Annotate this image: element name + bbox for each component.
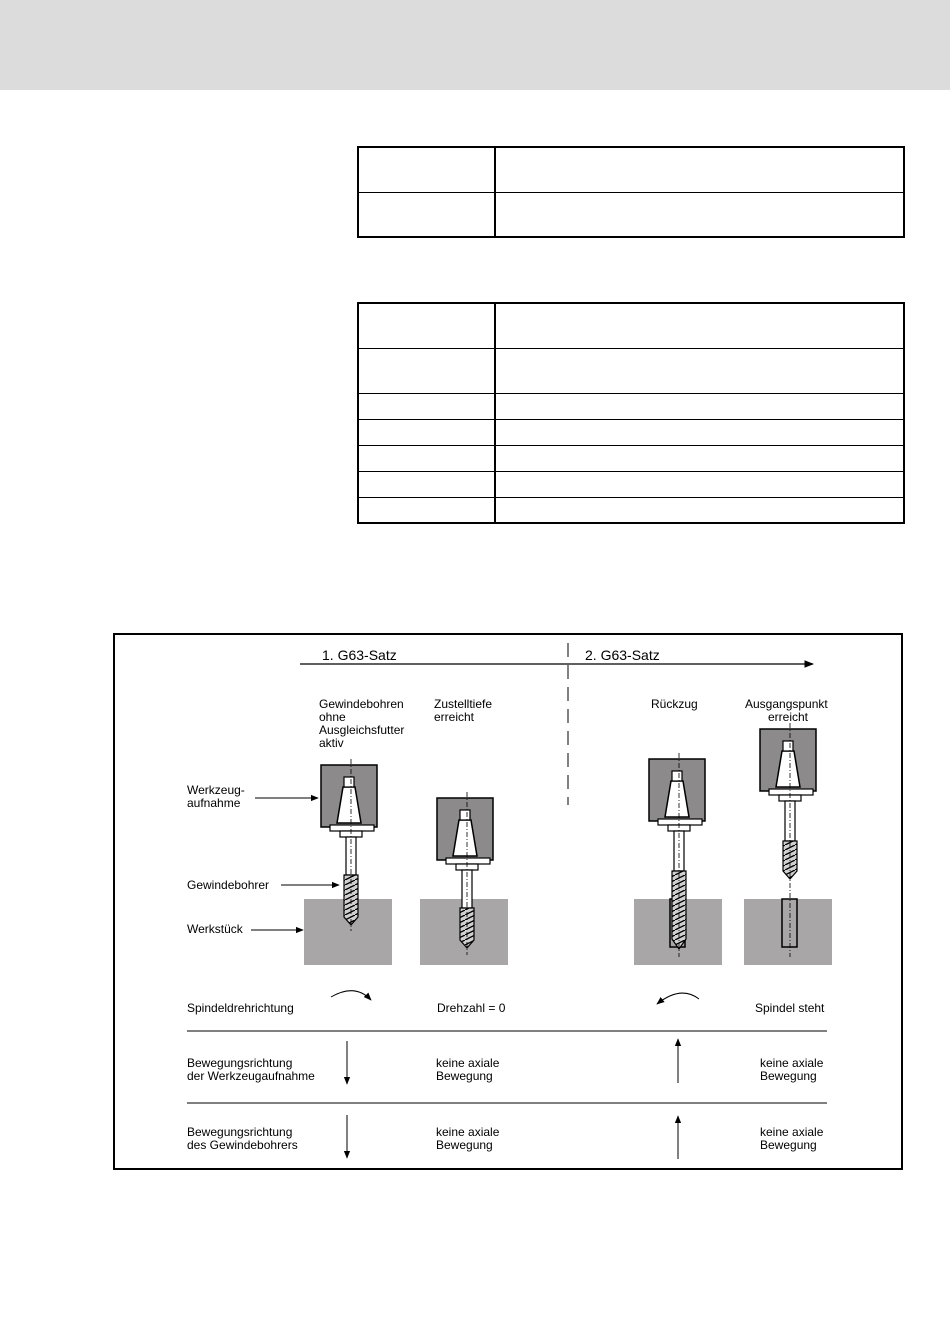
table-cell: [358, 393, 495, 419]
stage-3-illustration: [634, 753, 722, 965]
table-cell: [495, 445, 904, 471]
parameter-table-2: [357, 302, 905, 524]
table-row: [358, 348, 904, 393]
table-cell: [358, 419, 495, 445]
collet-nut: [460, 810, 470, 820]
threaded-hole: [782, 899, 797, 947]
table-cell: [358, 348, 495, 393]
phase-2-label: 2. G63-Satz: [585, 647, 660, 663]
workpiece-label: Werkstück: [187, 922, 243, 936]
table-row: [358, 192, 904, 237]
table-cell: [495, 348, 904, 393]
tap-label: Gewindebohrer: [187, 878, 270, 892]
table-cell: [358, 192, 495, 237]
tapping-diagram-svg: [115, 635, 901, 1168]
rotation-arrow-clockwise: [331, 991, 371, 1000]
table-row: [358, 497, 904, 523]
tool-holder-label: Werkzeug- aufnahme: [187, 783, 245, 810]
stage-2-caption: Zustelltiefe erreicht: [434, 697, 493, 724]
spindle-stage-4-text: Spindel steht: [755, 1001, 825, 1015]
stage-3-caption: Rückzug: [651, 697, 698, 711]
spindle-stage-2-text: Drehzahl = 0: [437, 1001, 506, 1015]
stage-1-illustration: [304, 759, 392, 965]
rotation-arrow-counterclockwise: [657, 993, 699, 1004]
holder-stage-2-text: keine axiale Bewegung: [436, 1056, 500, 1083]
tapping-diagram: [113, 633, 903, 1170]
table-row: [358, 445, 904, 471]
header-band: [0, 0, 950, 90]
collet-nut: [672, 771, 682, 781]
table-row: [358, 471, 904, 497]
stage-4-caption: Ausgangspunkt erreicht: [745, 697, 828, 724]
table-row: [358, 147, 904, 192]
stage-1-caption: Gewindebohren ohne Ausgleichsfutter aktiv: [319, 697, 405, 750]
table-cell: [495, 497, 904, 523]
table-cell: [495, 303, 904, 348]
table-cell: [495, 192, 904, 237]
stage-2-illustration: [420, 792, 508, 965]
table-cell: [358, 147, 495, 192]
holder-flange: [769, 789, 813, 795]
collet-nut: [783, 741, 793, 751]
tap-row-title: Bewegungsrichtung des Gewindebohrers: [187, 1125, 298, 1152]
table-row: [358, 393, 904, 419]
phase-1-label: 1. G63-Satz: [322, 647, 397, 663]
table-cell: [495, 419, 904, 445]
tap-stage-4-text: keine axiale Bewegung: [760, 1125, 824, 1152]
stage-4-illustration: [744, 723, 832, 965]
table-cell: [358, 471, 495, 497]
collet-nut: [344, 777, 354, 787]
table-cell: [358, 303, 495, 348]
holder-flange: [446, 858, 490, 864]
table-cell: [358, 497, 495, 523]
table-cell: [495, 147, 904, 192]
table-row: [358, 303, 904, 348]
table-cell: [358, 445, 495, 471]
holder-stage-4-text: keine axiale Bewegung: [760, 1056, 824, 1083]
parameter-table-1: [357, 146, 905, 238]
table-cell: [495, 471, 904, 497]
holder-row-title: Bewegungsrichtung der Werkzeugaufnahme: [187, 1056, 315, 1083]
spindle-row-title: Spindeldrehrichtung: [187, 1001, 294, 1015]
table-cell: [495, 393, 904, 419]
holder-flange: [658, 819, 702, 825]
table-row: [358, 419, 904, 445]
holder-flange: [330, 825, 374, 831]
tap-stage-2-text: keine axiale Bewegung: [436, 1125, 500, 1152]
